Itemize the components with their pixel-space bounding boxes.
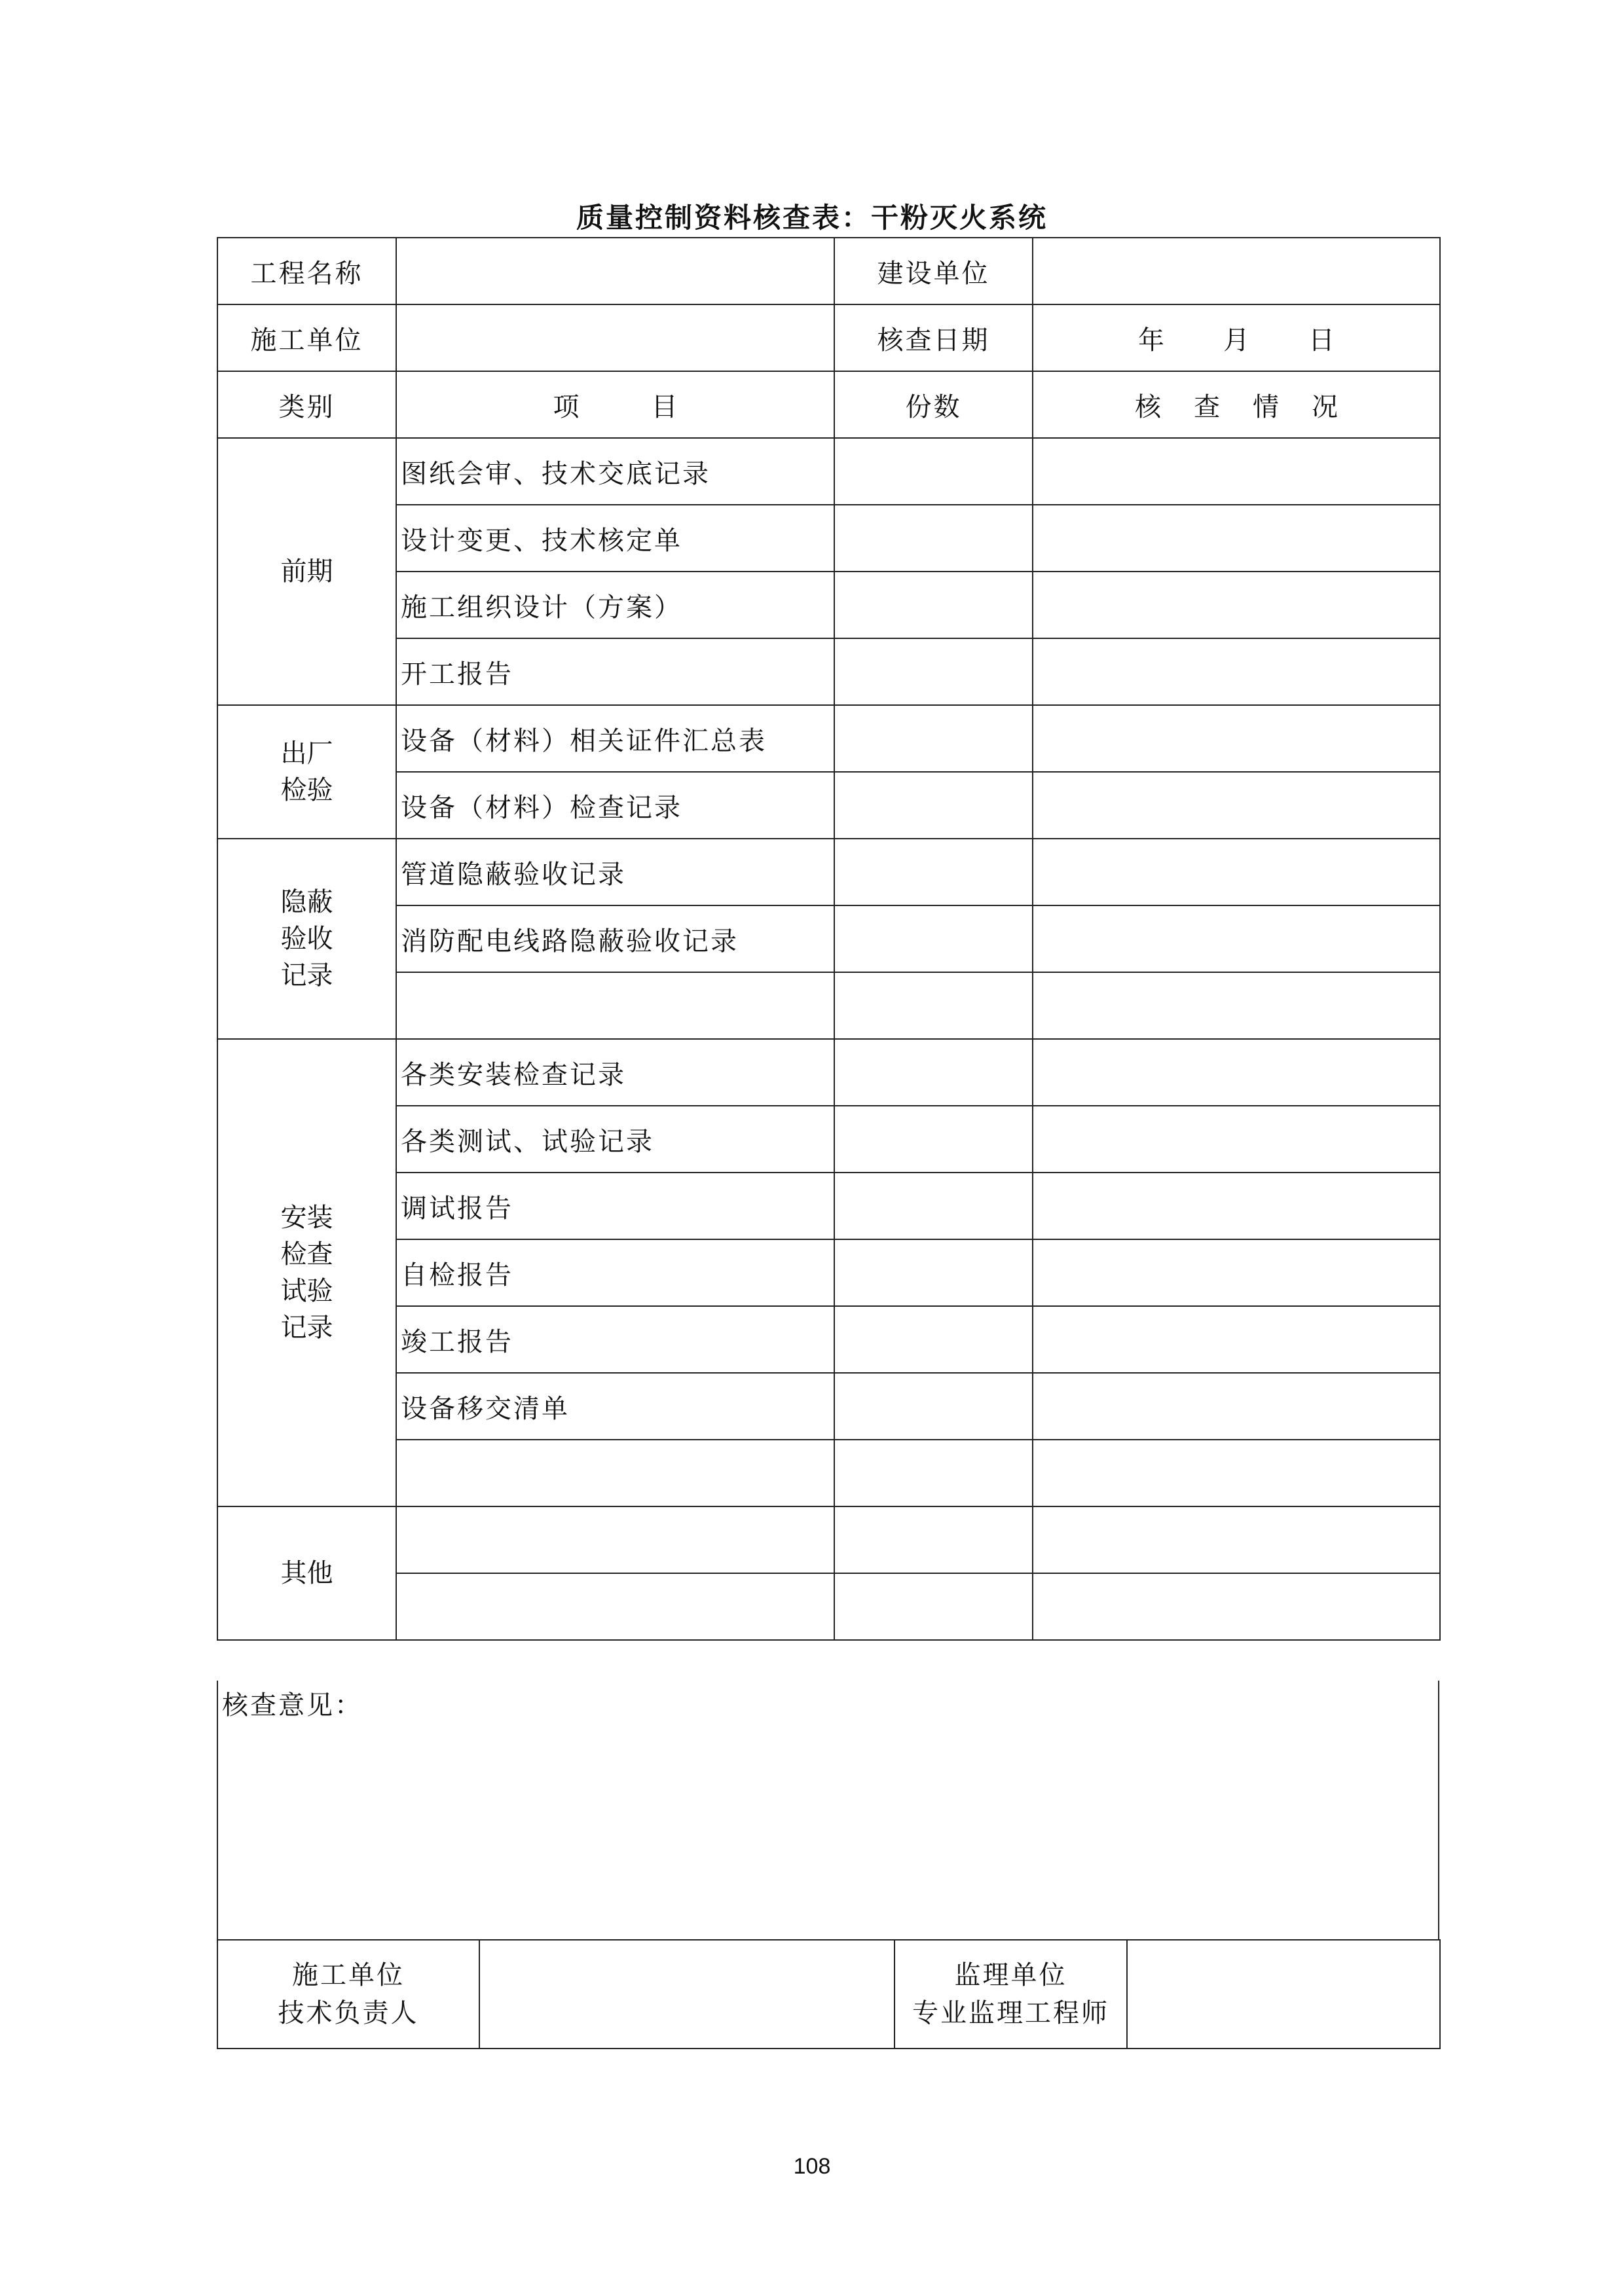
copies-cell[interactable] — [834, 705, 1033, 772]
check-date-label: 核查日期 — [834, 304, 1033, 371]
page-title: 质量控制资料核查表：干粉灭火系统 — [576, 202, 1048, 234]
item-cell: 消防配电线路隐蔽验收记录 — [396, 905, 834, 972]
table-row — [217, 1173, 1440, 1239]
table-row — [217, 839, 1440, 905]
column-status-char1: 核 — [1135, 392, 1161, 422]
status-cell[interactable] — [1033, 905, 1440, 972]
item-cell: 设备移交清单 — [396, 1373, 834, 1440]
opinion-label: 核查意见： — [222, 1690, 363, 1721]
table-row — [217, 905, 1440, 972]
owner-unit-label: 建设单位 — [834, 238, 1033, 304]
copies-cell[interactable] — [834, 1039, 1033, 1106]
column-category: 类别 — [217, 371, 396, 438]
project-name-field[interactable] — [396, 238, 834, 304]
status-cell[interactable] — [1033, 1440, 1440, 1506]
table-row — [217, 705, 1440, 772]
status-cell[interactable] — [1033, 572, 1440, 638]
header-row-contractor — [217, 304, 1440, 371]
status-cell[interactable] — [1033, 1239, 1440, 1306]
status-cell[interactable] — [1033, 1573, 1440, 1640]
copies-cell[interactable] — [834, 1573, 1033, 1640]
item-cell — [396, 1440, 834, 1506]
item-cell: 设备（材料）相关证件汇总表 — [396, 705, 834, 772]
item-cell: 设计变更、技术核定单 — [396, 505, 834, 572]
table-row — [217, 1106, 1440, 1173]
table-row — [217, 1373, 1440, 1440]
copies-cell[interactable] — [834, 638, 1033, 705]
status-cell[interactable] — [1033, 772, 1440, 839]
status-cell[interactable] — [1033, 1506, 1440, 1573]
contractor-signer-label — [217, 1940, 479, 2049]
date-day: 日 — [1308, 325, 1335, 355]
item-cell: 竣工报告 — [396, 1306, 834, 1373]
column-status-char2: 查 — [1194, 392, 1220, 422]
table-row — [217, 972, 1440, 1039]
item-cell — [396, 1506, 834, 1573]
copies-cell[interactable] — [834, 972, 1033, 1039]
status-cell[interactable] — [1033, 1039, 1440, 1106]
status-cell[interactable] — [1033, 505, 1440, 572]
status-cell[interactable] — [1033, 972, 1440, 1039]
table-row — [217, 1239, 1440, 1306]
column-status-char3: 情 — [1253, 392, 1279, 422]
signature-row — [217, 1940, 1440, 2049]
item-cell: 施工组织设计（方案） — [396, 572, 834, 638]
project-name-label: 工程名称 — [217, 238, 396, 304]
owner-unit-field[interactable] — [1033, 238, 1440, 304]
contractor-field[interactable] — [396, 304, 834, 371]
copies-cell[interactable] — [834, 839, 1033, 905]
item-cell: 各类安装检查记录 — [396, 1039, 834, 1106]
supervisor-signature-field[interactable] — [1127, 1940, 1440, 2049]
copies-cell[interactable] — [834, 905, 1033, 972]
opinion-box[interactable] — [217, 1681, 1439, 1939]
column-header-row — [217, 371, 1440, 438]
table-row — [217, 638, 1440, 705]
table-row — [217, 1306, 1440, 1373]
copies-cell[interactable] — [834, 572, 1033, 638]
copies-cell[interactable] — [834, 438, 1033, 505]
contractor-label: 施工单位 — [217, 304, 396, 371]
table-row — [217, 505, 1440, 572]
column-status-char4: 况 — [1312, 392, 1338, 422]
copies-cell[interactable] — [834, 1506, 1033, 1573]
column-item-char2: 目 — [651, 392, 678, 422]
table-row — [217, 1440, 1440, 1506]
column-copies: 份数 — [834, 371, 1033, 438]
item-cell: 调试报告 — [396, 1173, 834, 1239]
column-item — [396, 371, 834, 438]
contractor-signer-line1: 施工单位 — [292, 1960, 405, 1990]
status-cell[interactable] — [1033, 1373, 1440, 1440]
table-row — [217, 1506, 1440, 1573]
date-year: 年 — [1138, 325, 1164, 355]
supervisor-signer-label — [895, 1940, 1127, 2049]
category-cell: 隐蔽 验收 记录 — [217, 839, 396, 1039]
contractor-signature-field[interactable] — [479, 1940, 895, 2049]
copies-cell[interactable] — [834, 1373, 1033, 1440]
table-row — [217, 572, 1440, 638]
signature-table — [217, 1939, 1441, 2049]
copies-cell[interactable] — [834, 1440, 1033, 1506]
page-number: 108 — [793, 2154, 831, 2179]
status-cell[interactable] — [1033, 705, 1440, 772]
category-cell: 其他 — [217, 1506, 396, 1640]
copies-cell[interactable] — [834, 1106, 1033, 1173]
table-row — [217, 438, 1440, 505]
check-table — [217, 237, 1441, 1641]
category-cell: 前期 — [217, 438, 396, 705]
supervisor-signer-line2: 专业监理工程师 — [912, 1998, 1109, 2028]
copies-cell[interactable] — [834, 1306, 1033, 1373]
column-item-char1: 项 — [553, 392, 580, 422]
supervisor-signer-line1: 监理单位 — [954, 1960, 1067, 1990]
status-cell[interactable] — [1033, 638, 1440, 705]
status-cell[interactable] — [1033, 1173, 1440, 1239]
copies-cell[interactable] — [834, 505, 1033, 572]
category-cell: 安装 检查 试验 记录 — [217, 1039, 396, 1506]
table-row — [217, 772, 1440, 839]
copies-cell[interactable] — [834, 1239, 1033, 1306]
table-row — [217, 1039, 1440, 1106]
status-cell[interactable] — [1033, 1306, 1440, 1373]
item-cell: 各类测试、试验记录 — [396, 1106, 834, 1173]
check-date-field[interactable] — [1033, 304, 1440, 371]
status-cell[interactable] — [1033, 438, 1440, 505]
column-status — [1033, 371, 1440, 438]
item-cell — [396, 1573, 834, 1640]
item-cell: 管道隐蔽验收记录 — [396, 839, 834, 905]
category-cell: 出厂 检验 — [217, 705, 396, 839]
date-month: 月 — [1223, 325, 1249, 355]
header-row-project — [217, 238, 1440, 304]
item-cell: 开工报告 — [396, 638, 834, 705]
item-cell: 自检报告 — [396, 1239, 834, 1306]
item-cell — [396, 972, 834, 1039]
item-cell: 设备（材料）检查记录 — [396, 772, 834, 839]
table-row — [217, 1573, 1440, 1640]
status-cell[interactable] — [1033, 1106, 1440, 1173]
status-cell[interactable] — [1033, 839, 1440, 905]
copies-cell[interactable] — [834, 1173, 1033, 1239]
item-cell: 图纸会审、技术交底记录 — [396, 438, 834, 505]
copies-cell[interactable] — [834, 772, 1033, 839]
contractor-signer-line2: 技术负责人 — [278, 1998, 419, 2028]
